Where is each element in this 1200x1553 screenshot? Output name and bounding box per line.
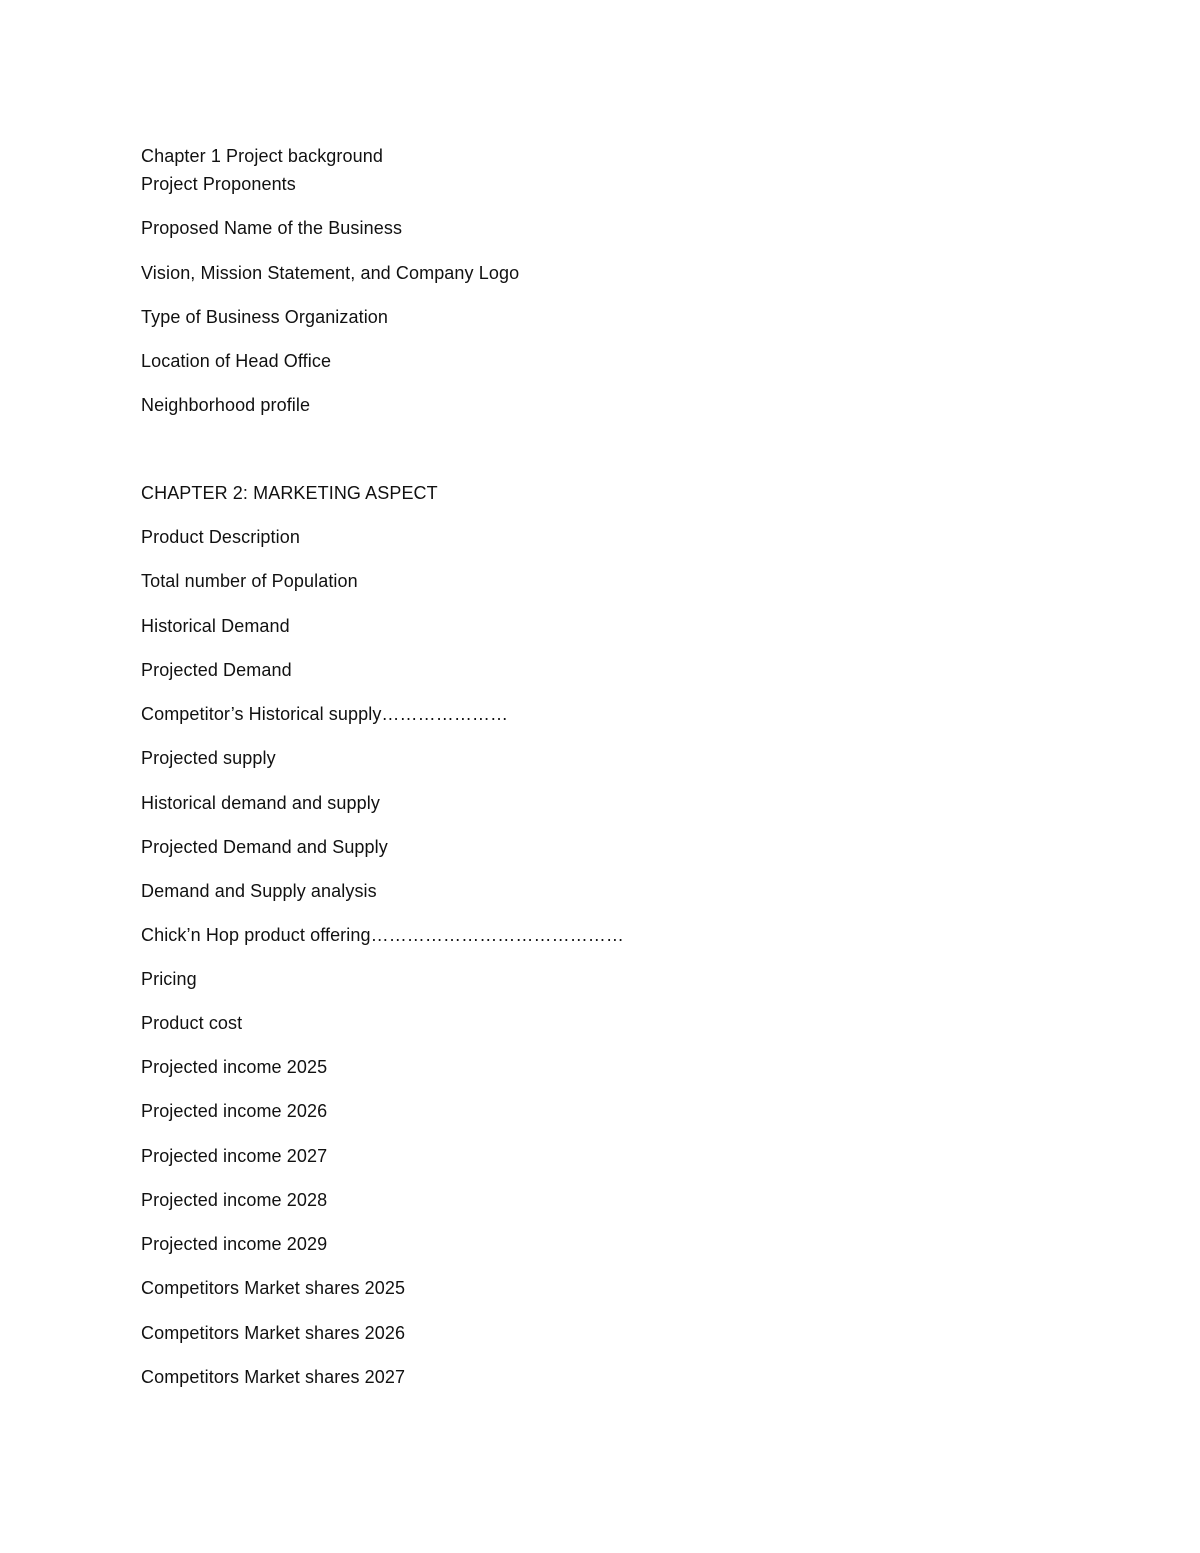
toc-item: Neighborhood profile bbox=[141, 395, 311, 415]
toc-item: Type of Business Organization bbox=[141, 307, 389, 327]
toc-item: Project Proponents bbox=[141, 174, 296, 194]
toc-item: Product Description bbox=[141, 527, 300, 547]
toc-item: Pricing bbox=[141, 969, 197, 989]
toc-item: Projected income 2026 bbox=[141, 1101, 328, 1121]
toc-item: Historical Demand bbox=[141, 616, 290, 636]
toc-item: Vision, Mission Statement, and Company Logo bbox=[141, 263, 520, 283]
chapter-2-heading: CHAPTER 2: MARKETING ASPECT bbox=[141, 483, 438, 503]
toc-item: Competitors Market shares 2026 bbox=[141, 1323, 406, 1343]
toc-item: Projected income 2025 bbox=[141, 1057, 328, 1077]
toc-item: Competitors Market shares 2025 bbox=[141, 1278, 406, 1298]
toc-item: Historical demand and supply bbox=[141, 793, 380, 813]
toc-item: Projected income 2029 bbox=[141, 1234, 328, 1254]
toc-item: Projected supply bbox=[141, 748, 276, 768]
toc-item: Product cost bbox=[141, 1013, 243, 1033]
toc-item: Demand and Supply analysis bbox=[141, 881, 377, 901]
toc-item: Projected Demand bbox=[141, 660, 292, 680]
toc-item: Competitors Market shares 2027 bbox=[141, 1367, 406, 1387]
toc-item: Projected income 2027 bbox=[141, 1146, 328, 1166]
toc-item: Total number of Population bbox=[141, 571, 358, 591]
toc-item: Location of Head Office bbox=[141, 351, 332, 371]
toc-item: Competitor’s Historical supply………………… bbox=[141, 704, 509, 724]
toc-item: Proposed Name of the Business bbox=[141, 218, 403, 238]
chapter-1-heading: Chapter 1 Project background bbox=[141, 146, 383, 166]
toc-item: Chick’n Hop product offering…………………………………… bbox=[141, 925, 624, 945]
toc-item: Projected Demand and Supply bbox=[141, 837, 388, 857]
toc-item: Projected income 2028 bbox=[141, 1190, 328, 1210]
